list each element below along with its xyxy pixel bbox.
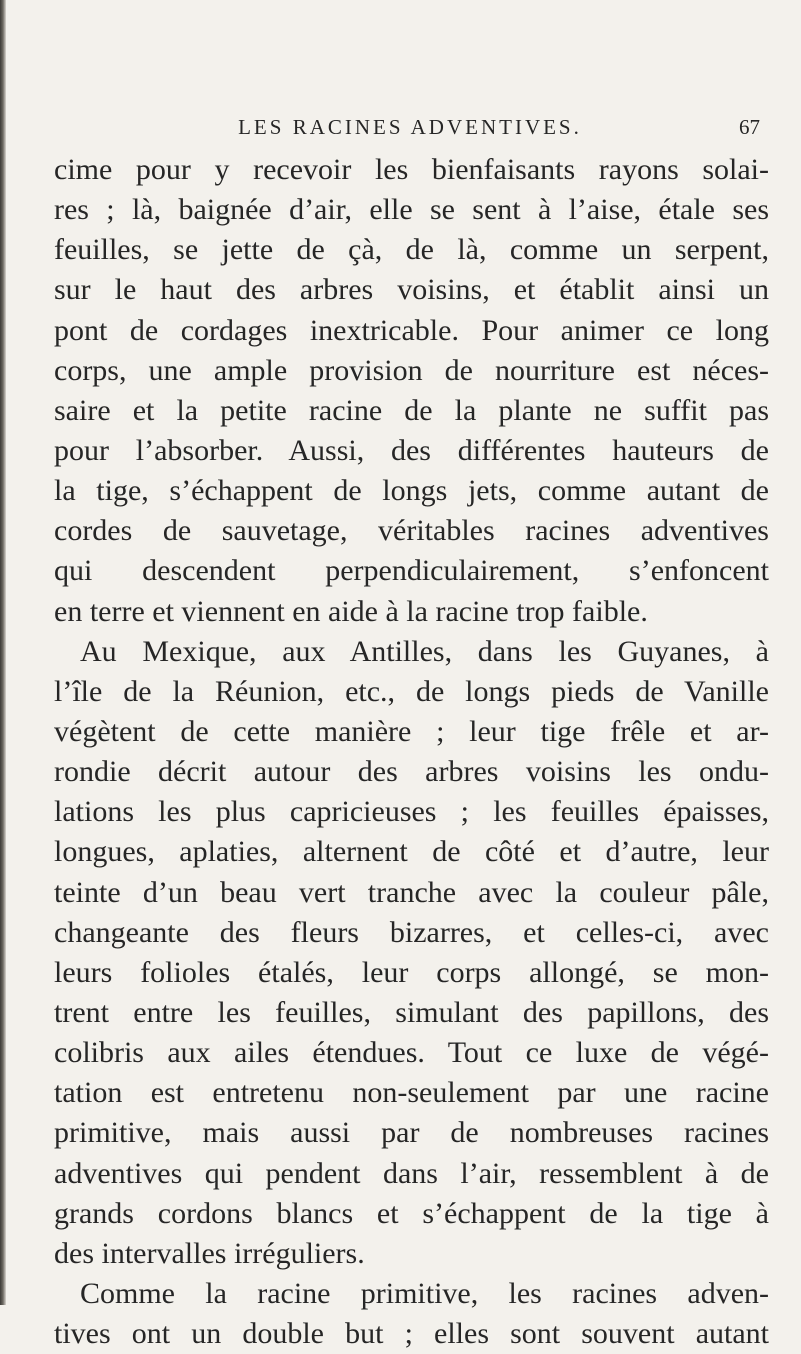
body-text [54, 150, 769, 1354]
text-line: adventives qui pendent dans l’air, ressemblent à de [54, 1156, 769, 1190]
text-line: tives ont un double but ; elles sont souvent autant [54, 1317, 769, 1351]
text-line: trent entre les feuilles, simulant des papillons, des [54, 995, 769, 1029]
text-line: lations les plus capricieuses ; les feuilles épaisses, [54, 795, 769, 829]
text-line: saire et la petite racine de la plante ne suffit pas [54, 393, 769, 427]
text-line: l’île de la Réunion, etc., de longs pieds de Vanille [54, 674, 769, 708]
text-line: res ; là, baignée d’air, elle se sent à l’aise, étale ses [54, 193, 769, 227]
text-line: feuilles, se jette de çà, de là, comme un serpent, [54, 233, 769, 267]
paragraph-start-line: Au Mexique, aux Antilles, dans les Guyanes, à [80, 634, 769, 668]
text-line: en terre et viennent en aide à la racine trop faible. [54, 594, 648, 628]
text-line: pont de cordages inextricable. Pour animer ce long [54, 313, 769, 347]
text-line: teinte d’un beau vert tranche avec la couleur pâle, [54, 875, 769, 909]
text-line: grands cordons blancs et s’échappent de la tige à [54, 1196, 769, 1230]
text-line: qui descendent perpendiculairement, s’enfoncent [54, 554, 769, 588]
paragraph-start-line: Comme la racine primitive, les racines adven- [80, 1276, 769, 1310]
text-line: leurs folioles étalés, leur corps allongé, se mon- [54, 955, 769, 989]
text-line: corps, une ample provision de nourriture est néces- [54, 353, 769, 387]
running-title: LES RACINES ADVENTIVES. [238, 115, 582, 139]
text-line: rondie décrit autour des arbres voisins les ondu- [54, 755, 769, 789]
text-line: pour l’absorber. Aussi, des différentes hauteurs de [54, 433, 769, 467]
text-line: la tige, s’échappent de longs jets, comme autant de [54, 474, 769, 508]
text-line: longues, aplaties, alternent de côté et d’autre, leur [54, 835, 769, 869]
running-head [60, 113, 760, 143]
text-line: cordes de sauvetage, véritables racines adventives [54, 514, 769, 548]
text-line: sur le haut des arbres voisins, et établit ainsi un [54, 273, 769, 307]
text-line: primitive, mais aussi par de nombreuses racines [54, 1116, 769, 1150]
text-line: des intervalles irréguliers. [54, 1236, 365, 1270]
text-line: changeante des fleurs bizarres, et celles-ci, avec [54, 915, 769, 949]
text-line: végètent de cette manière ; leur tige frêle et ar- [54, 714, 769, 748]
page-number: 67 [739, 115, 760, 139]
text-line: colibris aux ailes étendues. Tout ce luxe de végé- [54, 1036, 769, 1070]
text-line: tation est entretenu non-seulement par une racine [54, 1076, 769, 1110]
text-line: cime pour y recevoir les bienfaisants rayons solai- [54, 153, 769, 186]
page-edge [0, 0, 6, 1305]
